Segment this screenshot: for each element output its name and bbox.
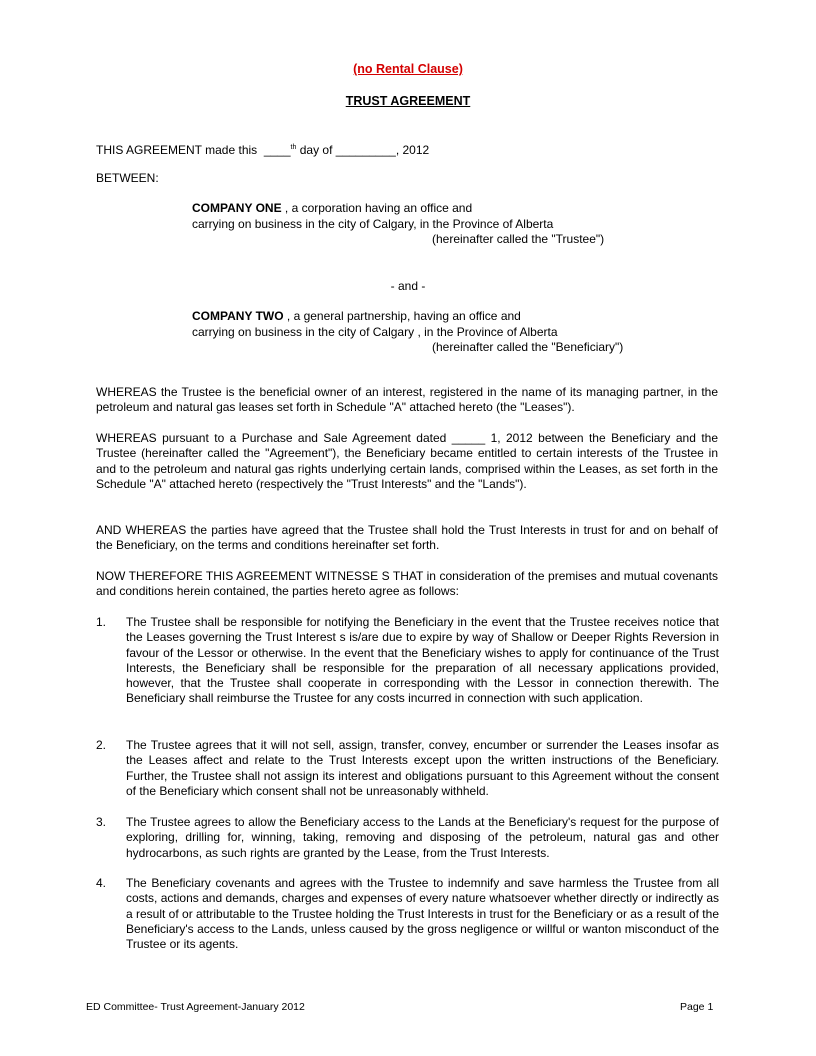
recital-2: WHEREAS pursuant to a Purchase and Sale Agreement dated _____ 1, 2012 between the Beneficiary and the Trustee (hereinafter called the "Agreement"), the Beneficiary became entitled to certain interests of the Trustee in and to the petroleum and natural gas rights underlying certain lands, comprised within the Leases, as set forth in the Schedule "A" attached hereto (respectively the "Trust Interests" and the "Lands"). (96, 431, 718, 491)
day-suffix: th (290, 144, 297, 151)
between-label: BETWEEN: (96, 171, 159, 185)
recital-4: NOW THEREFORE THIS AGREEMENT WITNESSE S THAT in consideration of the premises and mutual covenants and conditions herein contained, the parties hereto agree as follows: (96, 569, 718, 599)
day-of-label: day of (299, 143, 333, 157)
month-blank: _________ (335, 143, 396, 157)
party-one-called: (hereinafter called the "Trustee") (432, 232, 605, 247)
clause-1-number: 1. (96, 615, 107, 629)
clause-1-text: The Trustee shall be responsible for notifying the Beneficiary in the event that the Trustee receives notice that the Leases governing the Trust Interest s is/are due to expire by way of Shallow or Deeper Rights Reversion in favour of the Lessor or otherwise. In the event that the Beneficiary wishes to apply for continuance of the Trust Interests, the Beneficiary shall be responsible for the preparation of all necessary applications provided, however, that the Trustee shall cooperate in corresponding with the Lessor in connection therewith. The Beneficiary shall reimburse the Trustee for any costs incurred in connection with such application. (126, 615, 719, 706)
party-one-desc-1: , a corporation having an office and (281, 201, 473, 215)
party-two-called: (hereinafter called the "Beneficiary") (432, 340, 624, 355)
and-separator: - and - (390, 279, 426, 293)
party-one-desc-2: carrying on business in the city of Calgary, in the Province of Alberta (192, 216, 554, 231)
recital-1: WHEREAS the Trustee is the beneficial owner of an interest, registered in the name of its managing partner, in the petroleum and natural gas leases set forth in Schedule "A" attached hereto (the "Leases"). (96, 385, 718, 415)
footer-left: ED Committee- Trust Agreement-January 2012 (86, 1001, 305, 1013)
made-prefix: THIS AGREEMENT made this (96, 143, 258, 157)
recital-3: AND WHEREAS the parties have agreed that the Trustee shall hold the Trust Interests in trust for and on behalf of the Beneficiary, on the terms and conditions hereinafter set forth. (96, 523, 718, 553)
party-one-block (192, 201, 604, 248)
document-title: TRUST AGREEMENT (345, 94, 471, 108)
party-two-name: COMPANY TWO (192, 309, 284, 323)
year-text: , 2012 (395, 143, 430, 157)
clause-2-text: The Trustee agrees that it will not sell, assign, transfer, convey, encumber or surrender the Leases insofar as the Leases affect and relate to the Trust Interests except upon the written instructions of the Beneficiary. Further, the Trustee shall not assign its interest and obligations pursuant to this Agreement without the consent of the Beneficiary which consent shall not be unreasonably withheld. (126, 738, 719, 798)
clause-2-number: 2. (96, 738, 107, 752)
party-one-name: COMPANY ONE (192, 201, 282, 215)
agreement-date-line (96, 140, 429, 158)
clause-4-text: The Beneficiary covenants and agrees with the Trustee to indemnify and save harmless the Trustee from all costs, actions and demands, charges and expenses of every nature whatsoever whether directly or indirectly as a result of or attributable to the Trustee holding the Trust Interests in trust for the Beneficiary or as a result of the Beneficiary's access to the Lands, unless caused by the gross negligence or willful or wanton misconduct of the Trustee or its agents. (126, 876, 719, 952)
party-two-block (192, 309, 623, 356)
clause-3-number: 3. (96, 815, 107, 829)
clause-3-text: The Trustee agrees to allow the Beneficiary access to the Lands at the Beneficiary's request for the purpose of exploring, drilling for, winning, taking, removing and disposing of the petroleum, natural gas and other hydrocarbons, as such rights are granted by the Lease, from the Trust Interests. (126, 815, 719, 860)
clause-4-number: 4. (96, 876, 107, 890)
rental-clause-note: (no Rental Clause) (353, 62, 463, 76)
page-number: Page 1 (680, 1001, 714, 1013)
party-two-desc-1: , a general partnership, having an office and (283, 309, 521, 323)
party-two-desc-2: carrying on business in the city of Calgary , in the Province of Alberta (192, 324, 558, 339)
day-blank: ____ (263, 143, 291, 157)
